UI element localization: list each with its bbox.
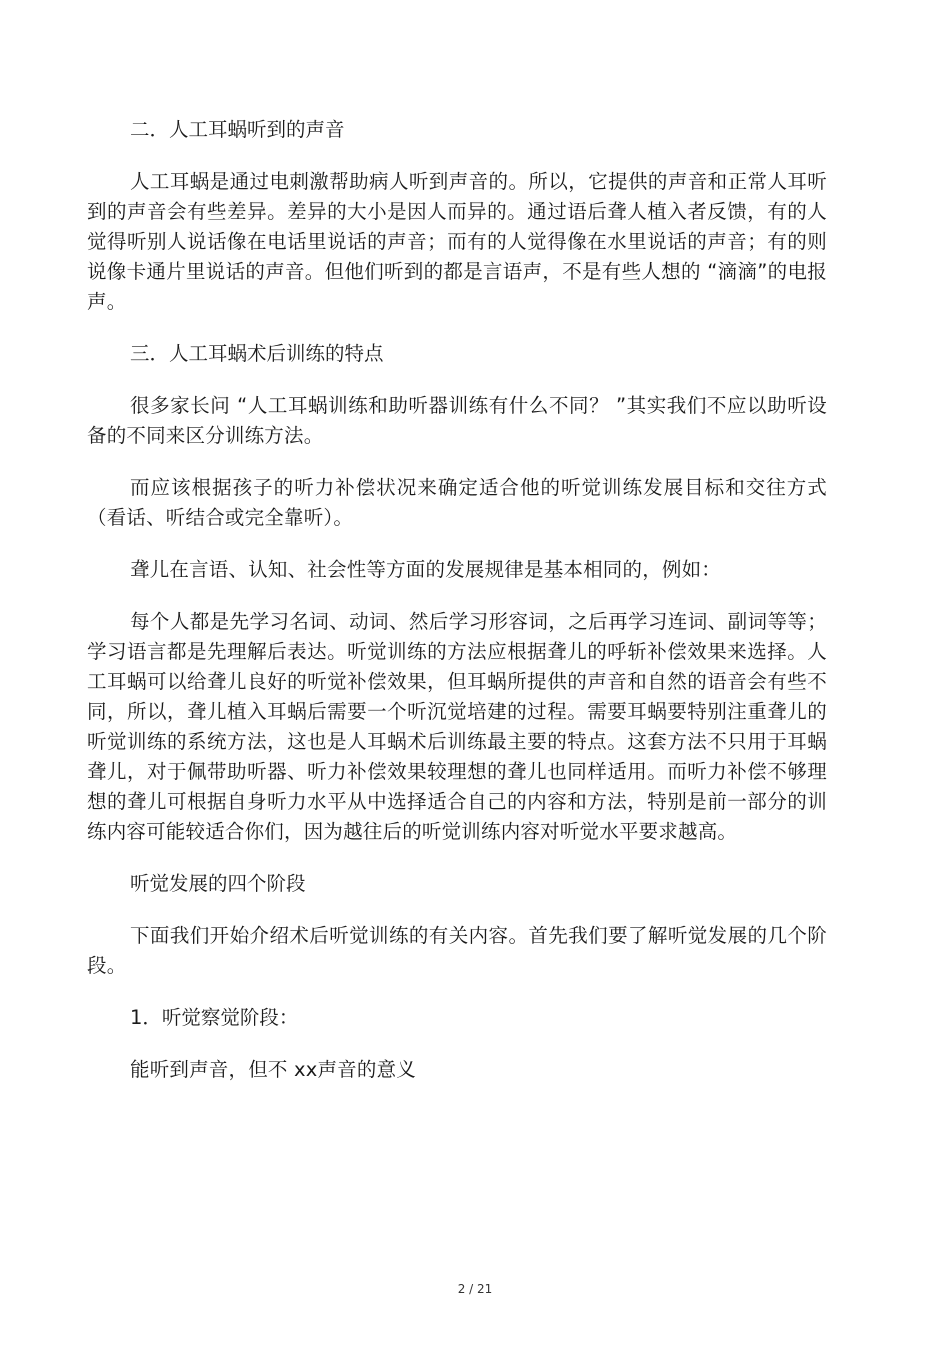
page-number: 2 / 21	[457, 1282, 493, 1296]
section-heading-3: 三．人工耳蜗术后训练的特点	[130, 342, 384, 365]
paragraph-cochlear-sound: 人工耳蜗是通过电刺激帮助病人听到声音的。所以，它提供的声音和正常人耳听到的声音会有些差异。差异的大小是因人而异的。通过语后聋人植入者反馈，有的人觉得听别人说话像在电话里说话的声音；而有的人觉得像在水里说话的声音；有的则说像卡通片里说话的声音。但他们听到的都是言语声，不是有些人想的 “滴滴”的电报声。	[87, 170, 827, 313]
section-heading-2: 二．人工耳蜗听到的声音	[130, 118, 345, 141]
stage-1-heading: 1．听觉察觉阶段：	[130, 1006, 299, 1029]
paragraph-development-rules: 聋儿在言语、认知、社会性等方面的发展规律是基本相同的，例如：	[130, 558, 722, 581]
document-body	[87, 115, 827, 1107]
paragraph-intro-stages: 下面我们开始介绍术后听觉训练的有关内容。首先我们要了解听觉发展的几个阶段。	[87, 924, 827, 977]
paragraph-training-methods: 每个人都是先学习名词、动词、然后学习形容词，之后再学习连词、副词等等；学习语言都是先理解后表达。听觉训练的方法应根据聋儿的呼斩补偿效果来选择。人工耳蜗可以给聋儿良好的听觉补偿效果，但耳蜗所提供的声音和自然的语音会有些不同，所以，聋儿植入耳蜗后需要一个听沉觉培建的过程。需要耳蜗要特别注重聋儿的听觉训练的系统方法，这也是人耳蜗术后训练最主要的特点。这套方法不只用于耳蜗聋儿，对于佩带助听器、听力补偿效果较理想的聋儿也同样适用。而听力补偿不够理想的聋儿可根据自身听力水平从中选择适合自己的内容和方法，特别是前一部分的训练内容可能较适合你们，因为越往后的听觉训练内容对听觉水平要求越高。	[87, 610, 827, 843]
paragraph-hearing-compensation: 而应该根据孩子的听力补偿状况来确定适合他的听觉训练发展目标和交往方式（看话、听结合或完全靠听）。	[87, 476, 827, 529]
paragraph-stage-1: 能听到声音，但不 xx声音的意义	[130, 1058, 416, 1081]
section-heading-four-stages: 听觉发展的四个阶段	[130, 872, 306, 895]
paragraph-parents-question: 很多家长问 “人工耳蜗训练和助听器训练有什么不同？ ”其实我们不应以助听设备的不同来区分训练方法。	[87, 394, 827, 447]
